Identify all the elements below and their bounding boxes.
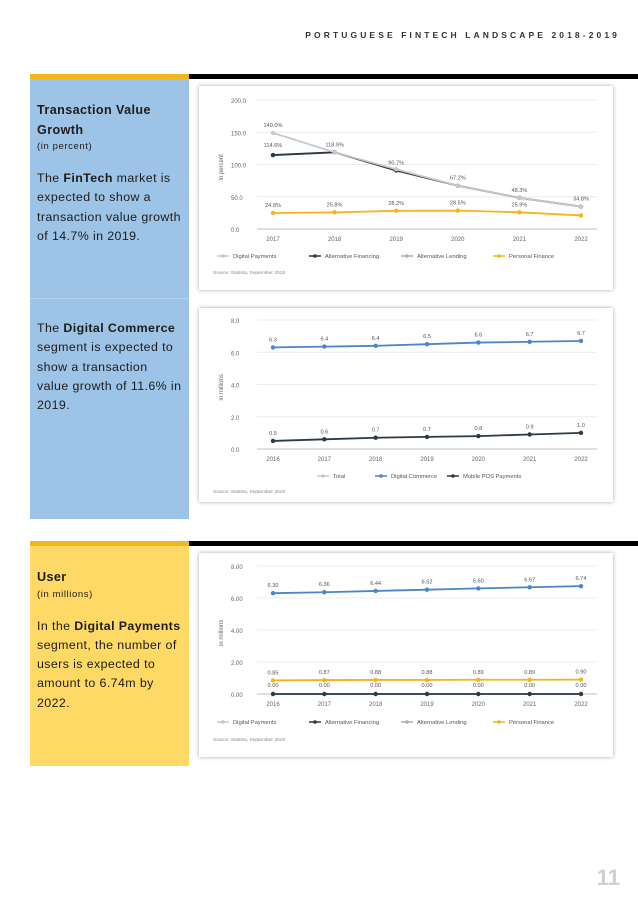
- data-point: [527, 678, 531, 682]
- chart-transaction-value-growth: [199, 86, 613, 290]
- page-number: 11: [596, 865, 620, 890]
- data-label: 0.5: [269, 430, 277, 437]
- legend-label: Digital Payments: [233, 254, 277, 261]
- data-label: 6.44: [370, 580, 382, 587]
- data-point: [456, 183, 460, 187]
- data-label: 0.9: [525, 424, 534, 431]
- data-point: [322, 344, 326, 348]
- y-axis-label: in millions: [219, 374, 225, 401]
- data-label: 0.89: [472, 669, 484, 676]
- data-point: [579, 584, 583, 588]
- data-point: [271, 153, 275, 157]
- data-label: 25.9%: [511, 202, 528, 209]
- data-label: 114.6%: [263, 143, 283, 150]
- data-point: [271, 211, 275, 215]
- data-point: [271, 131, 275, 135]
- series-line: [273, 133, 581, 207]
- data-label: 6.5: [423, 334, 431, 341]
- y-tick-label: 8.0: [231, 319, 240, 325]
- paragraph-digital-commerce: The Digital Commerce segment is expected to show a transaction value growth of 11.6% in 2019.: [37, 321, 182, 413]
- data-point: [425, 342, 429, 346]
- line-chart: [199, 553, 613, 757]
- data-point: [476, 340, 480, 344]
- x-tick-label: 2022: [574, 237, 588, 243]
- data-point: [373, 692, 377, 696]
- data-label: 118.9%: [325, 142, 344, 149]
- line-chart: [199, 308, 613, 502]
- legend-label: Total: [333, 474, 346, 481]
- data-point: [476, 678, 480, 682]
- data-label: 24.8%: [265, 203, 281, 210]
- data-point: [456, 208, 460, 212]
- data-label: 6.7: [525, 331, 534, 338]
- legend-marker: [405, 720, 409, 724]
- y-tick-label: 6.00: [231, 597, 243, 603]
- data-label: 28.2%: [388, 200, 405, 207]
- data-point: [425, 678, 429, 682]
- data-label: 6.7: [577, 330, 585, 337]
- chart-source: Source: Statista, September 2018: [213, 738, 285, 743]
- series-line: [273, 152, 581, 209]
- data-point: [425, 692, 429, 696]
- data-point: [271, 591, 275, 595]
- data-label: 0.88: [370, 669, 382, 676]
- legend-label: Personal Finance: [509, 254, 555, 261]
- data-label: 6.36: [318, 582, 330, 589]
- legend-label: Mobile POS Payments: [463, 474, 522, 481]
- legend-label: Digital Payments: [233, 720, 277, 727]
- legend-marker: [379, 474, 383, 478]
- data-point: [527, 432, 531, 436]
- x-tick-label: 2019: [420, 702, 434, 708]
- data-point: [322, 692, 326, 696]
- data-point: [579, 204, 583, 208]
- legend-marker: [221, 254, 225, 258]
- x-tick-label: 2022: [574, 702, 588, 708]
- black-accent-bar: [189, 74, 638, 79]
- legend-marker: [451, 474, 455, 478]
- data-label: 6.67: [524, 577, 536, 584]
- x-tick-label: 2019: [389, 237, 403, 243]
- data-label: 0.85: [267, 670, 279, 677]
- data-label: 90.7%: [388, 160, 405, 167]
- data-point: [425, 587, 429, 591]
- data-label: 6.4: [320, 336, 329, 343]
- legend-marker: [497, 254, 501, 258]
- legend-label: Alternative Financing: [325, 254, 380, 261]
- x-tick-label: 2022: [574, 457, 588, 463]
- x-tick-label: 2021: [522, 457, 537, 463]
- data-label: 6.30: [267, 583, 279, 590]
- data-point: [527, 340, 531, 344]
- y-tick-label: 50.0: [231, 195, 243, 202]
- data-label: 67.2%: [449, 175, 466, 182]
- data-label: 0.00: [421, 683, 433, 689]
- data-label: 25.8%: [326, 202, 343, 209]
- data-point: [373, 436, 377, 440]
- data-point: [527, 585, 531, 589]
- x-tick-label: 2020: [471, 457, 486, 463]
- data-label: 6.60: [472, 578, 484, 585]
- data-label: 28.5%: [449, 200, 466, 207]
- x-tick-label: 2020: [451, 237, 465, 243]
- series-line: [273, 152, 581, 209]
- data-point: [579, 692, 583, 696]
- blue-text-panel: [30, 79, 189, 519]
- data-label: 0.87: [318, 670, 330, 677]
- y-axis-label: in percent: [219, 154, 225, 181]
- data-point: [476, 586, 480, 590]
- paragraph-fintech: The FinTech market is expected to show a transaction value growth of 14.7% in 2019.: [37, 171, 181, 243]
- data-label: 0.7: [371, 427, 380, 434]
- x-tick-label: 2016: [266, 457, 280, 463]
- legend-label: Alternative Financing: [325, 720, 380, 727]
- legend-label: Digital Commerce: [391, 474, 438, 481]
- y-tick-label: 0.00: [231, 693, 243, 699]
- data-label: 6.52: [421, 579, 433, 586]
- data-point: [373, 344, 377, 348]
- x-tick-label: 2019: [420, 457, 434, 463]
- x-tick-label: 2021: [522, 702, 537, 708]
- line-chart: [199, 86, 613, 290]
- x-tick-label: 2017: [266, 237, 280, 243]
- data-point: [425, 435, 429, 439]
- data-point: [271, 439, 275, 443]
- data-label: 34.8%: [573, 196, 589, 203]
- data-point: [373, 589, 377, 593]
- y-tick-label: 200.0: [231, 99, 247, 105]
- chart-source: Source: Statista, September 2018: [213, 490, 285, 495]
- x-tick-label: 2016: [266, 702, 280, 708]
- data-point: [271, 678, 275, 682]
- data-label: 0.6: [320, 429, 329, 436]
- data-label: 6.6: [474, 332, 483, 339]
- data-point: [332, 150, 336, 154]
- x-tick-label: 2017: [317, 702, 332, 708]
- data-point: [322, 437, 326, 441]
- yellow-text-panel: [30, 546, 189, 766]
- section-subtitle: (in millions): [37, 588, 93, 600]
- x-tick-label: 2021: [512, 237, 527, 243]
- section-title: User: [37, 570, 67, 584]
- legend-marker: [221, 720, 225, 724]
- data-label: 0.8: [474, 426, 483, 433]
- y-tick-label: 8.00: [231, 565, 243, 571]
- data-point: [271, 692, 275, 696]
- data-point: [322, 590, 326, 594]
- data-label: 0.88: [421, 669, 433, 676]
- chart-digital-commerce: [199, 308, 613, 502]
- x-tick-label: 2018: [368, 702, 383, 708]
- data-label: 48.3%: [511, 187, 528, 194]
- legend-label: Alternative Lending: [417, 720, 467, 727]
- data-label: 0.90: [575, 669, 587, 676]
- legend-marker: [313, 254, 317, 258]
- legend-label: Alternative Lending: [417, 254, 467, 261]
- x-tick-label: 2018: [368, 457, 383, 463]
- data-point: [332, 210, 336, 214]
- y-axis-label: in millions: [219, 619, 225, 646]
- data-point: [322, 678, 326, 682]
- data-point: [517, 210, 521, 214]
- y-tick-label: 2.00: [231, 661, 243, 667]
- section-subtitle: (in percent): [37, 141, 93, 152]
- legend-label: Personal Finance: [509, 720, 555, 727]
- y-tick-label: 2.0: [231, 415, 240, 422]
- chart-users: [199, 553, 613, 757]
- paragraph-digital-payments: In the Digital Payments segment, the number of users is expected to amount to 6.74m by 2022.: [37, 618, 181, 710]
- black-accent-bar: [189, 541, 638, 546]
- data-point: [373, 678, 377, 682]
- data-label: 0.7: [423, 426, 431, 433]
- data-label: 0.00: [472, 683, 484, 689]
- data-label: 0.00: [267, 683, 279, 689]
- x-tick-label: 2020: [471, 702, 486, 708]
- y-tick-label: 0.0: [231, 228, 240, 234]
- y-tick-label: 4.0: [231, 383, 240, 390]
- data-point: [476, 434, 480, 438]
- data-label: 0.00: [524, 683, 536, 689]
- data-point: [579, 339, 583, 343]
- x-tick-label: 2017: [317, 457, 332, 463]
- chart-source: Source: Statista, September 2018: [213, 271, 285, 276]
- data-point: [476, 692, 480, 696]
- y-tick-label: 150.0: [231, 131, 247, 138]
- data-point: [394, 167, 398, 171]
- y-tick-label: 4.00: [231, 629, 243, 635]
- data-label: 0.00: [575, 683, 587, 689]
- data-point: [271, 345, 275, 349]
- series-line: [273, 211, 581, 216]
- data-point: [579, 677, 583, 681]
- data-label: 0.00: [370, 683, 382, 689]
- data-point: [579, 431, 583, 435]
- page-header: PORTUGUESE FINTECH LANDSCAPE 2018-2019: [305, 30, 620, 40]
- y-tick-label: 100.0: [231, 163, 247, 170]
- data-label: 6.74: [575, 576, 587, 583]
- legend-marker: [313, 720, 317, 724]
- data-point: [394, 209, 398, 213]
- data-label: 0.00: [318, 683, 330, 689]
- section-title: Transaction Value Growth: [37, 103, 151, 137]
- data-point: [517, 196, 521, 200]
- data-label: 149.0%: [263, 122, 283, 129]
- x-tick-label: 2018: [327, 237, 342, 243]
- data-point: [527, 692, 531, 696]
- data-label: 6.4: [371, 335, 380, 342]
- legend-marker: [497, 720, 501, 724]
- legend-marker: [321, 474, 325, 478]
- data-label: 0.89: [524, 669, 536, 676]
- y-tick-label: 6.0: [231, 351, 240, 358]
- data-point: [579, 213, 583, 217]
- data-label: 1.0: [577, 422, 585, 429]
- y-tick-label: 0.0: [231, 448, 240, 454]
- data-label: 6.3: [269, 337, 277, 344]
- legend-marker: [405, 254, 409, 258]
